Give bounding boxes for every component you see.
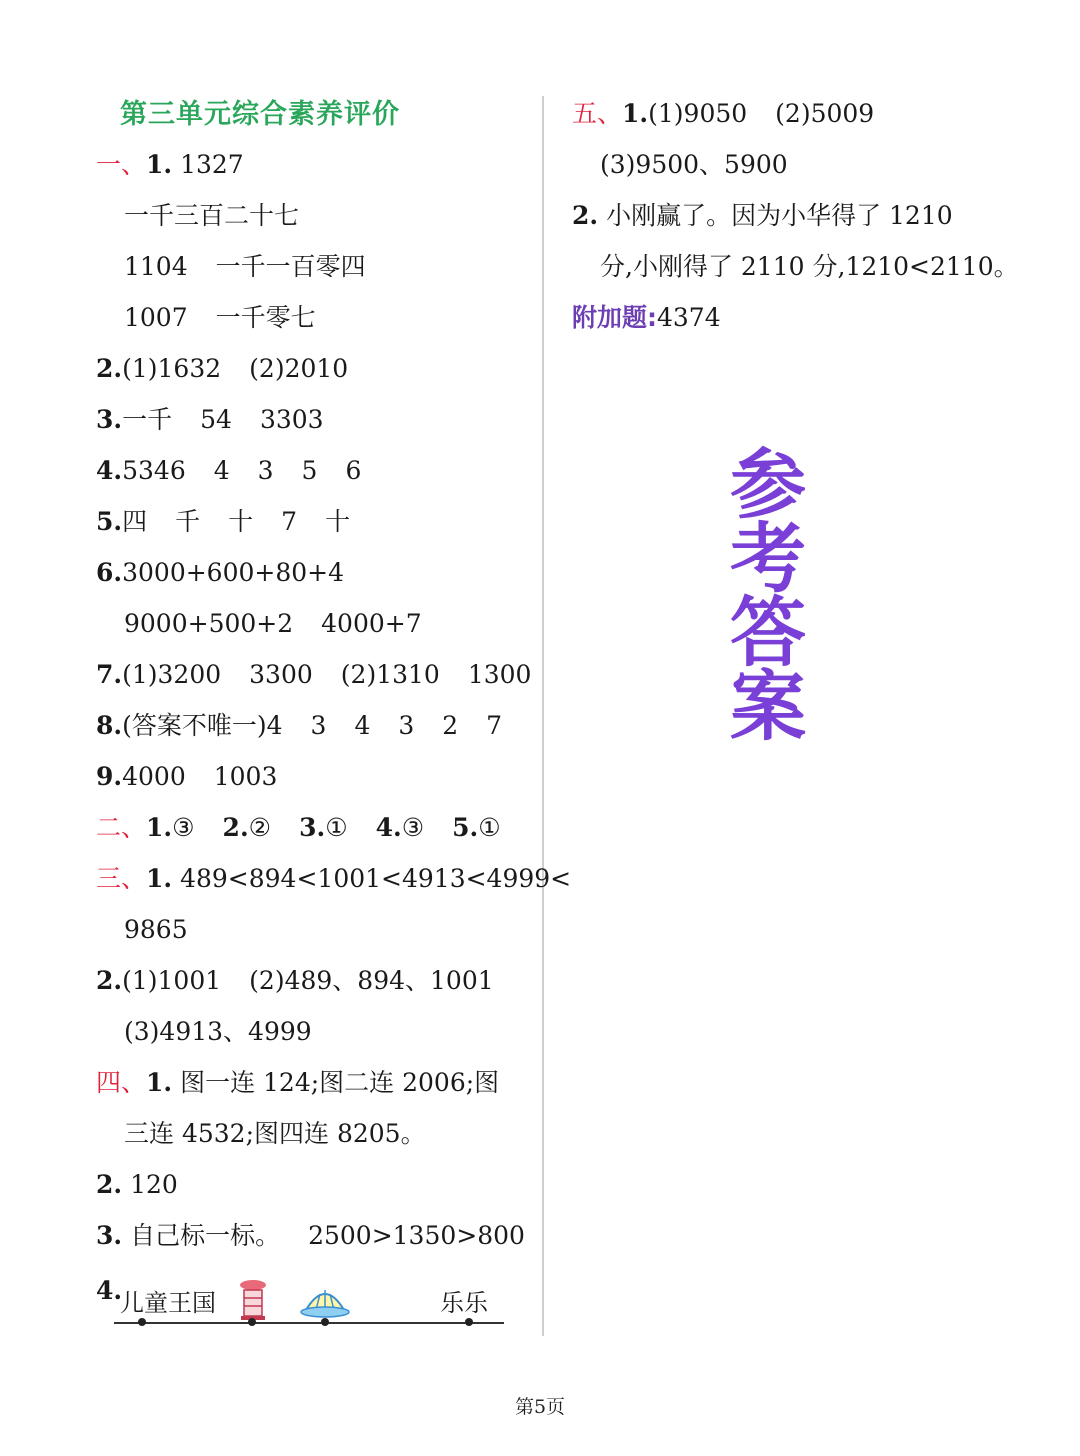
section-1-q9: [96, 760, 277, 794]
answer-text: ①: [478, 813, 501, 842]
section-2: [96, 811, 501, 845]
q-number: 4.: [96, 456, 123, 485]
answer-text: ②: [248, 813, 272, 842]
answer-text: 千: [175, 507, 201, 536]
lele-label: 乐乐: [440, 1289, 488, 1317]
answer-text: 图一连 124;图二连 2006;图: [180, 1068, 500, 1097]
section-2-label: 二、: [96, 813, 147, 842]
answer-text: 4: [354, 711, 371, 740]
section-5-q2-line2: [600, 250, 1019, 284]
bonus-answer: 4374: [657, 303, 721, 332]
answer-text: 十: [325, 507, 351, 536]
q-number: 2.: [96, 354, 123, 383]
answer-text: 9865: [124, 915, 188, 944]
answer-text: (1)9050: [648, 99, 748, 128]
section-4-q3: [96, 1219, 525, 1253]
q-number: 1.: [146, 150, 173, 179]
section-1-q8: [96, 709, 502, 743]
answer-text: (1)3200: [122, 660, 222, 689]
children-kingdom-label: 儿童王国: [120, 1289, 216, 1317]
answer-text: ③: [172, 813, 195, 842]
section-1-q7: [96, 658, 531, 692]
answer-text: (2)2010: [249, 354, 349, 383]
section-4-q1: [96, 1066, 499, 1100]
q-number: 4.: [375, 813, 402, 842]
q-number: 3.: [96, 405, 123, 434]
q-number: 3.: [299, 813, 326, 842]
answer-text: 十: [228, 507, 254, 536]
q-number: 5.: [452, 813, 479, 842]
answer-key-stamp: [718, 440, 818, 751]
answer-text: 489<894<1001<4913<4999<: [180, 864, 572, 893]
q-number: 4.: [96, 1276, 123, 1305]
answer-text: 分,小刚得了 2110 分,1210<2110。: [600, 252, 1019, 281]
section-1-q1: [96, 148, 244, 182]
section-3-label: 三、: [96, 864, 147, 893]
q-number: 2.: [96, 1170, 123, 1199]
section-1-q1-line3: [124, 250, 366, 284]
answer-text: 三连 4532;图四连 8205。: [124, 1119, 426, 1148]
answer-text: 一千: [122, 405, 173, 434]
answer-text: 小刚赢了。因为小华得了 1210: [606, 201, 953, 230]
column-divider: [542, 96, 544, 1336]
answer-text: (3)4913、4999: [124, 1017, 312, 1046]
answer-text: 3: [398, 711, 415, 740]
section-3-q1-line2: [124, 913, 188, 947]
answer-text: 5346: [122, 456, 186, 485]
section-4-q4: [96, 1274, 122, 1308]
fountain-icon: [298, 1282, 352, 1318]
bonus-label: 附加题:: [572, 303, 657, 332]
answer-text: 4: [213, 456, 230, 485]
answer-text: (3)9500、5900: [600, 150, 788, 179]
section-3-q2: [96, 964, 494, 998]
answer-text: 3000+600+80+4: [122, 558, 345, 587]
answer-text: 120: [130, 1170, 178, 1199]
answer-text: 3: [310, 711, 327, 740]
answer-text: 1327: [180, 150, 244, 179]
number-line-point: [248, 1318, 256, 1326]
q-number: 7.: [96, 660, 123, 689]
page-title: 第三单元综合素养评价: [120, 99, 400, 130]
answer-text: 7: [486, 711, 503, 740]
answer-text: 四: [122, 507, 148, 536]
section-5-q1-line2: [600, 148, 788, 182]
answer-text: 3: [257, 456, 274, 485]
answer-text: 9000+500+2: [124, 609, 294, 638]
answer-text: 6: [345, 456, 362, 485]
answer-text: 自己标一标。: [130, 1221, 281, 1250]
section-1-q2: [96, 352, 348, 386]
answer-text: ③: [401, 813, 425, 842]
answer-text: 1003: [213, 762, 278, 791]
section-4-q1-line2: [124, 1117, 426, 1151]
answer-text: 5: [301, 456, 318, 485]
section-5-q1: [572, 97, 874, 131]
section-3-q2-line2: [124, 1015, 312, 1049]
q-number: 1.: [146, 1068, 173, 1097]
stamp-char: 考: [730, 514, 806, 603]
tower-icon: [236, 1278, 270, 1322]
answer-text: 1300: [467, 660, 532, 689]
number-line-point: [465, 1318, 473, 1326]
answer-text: (2)489、894、1001: [249, 966, 494, 995]
section-5-q2: [572, 199, 953, 233]
answer-text: 一千零七: [215, 303, 316, 332]
stamp-char: 参: [730, 440, 806, 529]
stamp-char: 答: [730, 588, 806, 677]
q-number: 1.: [146, 864, 173, 893]
section-1-q1-line2: [124, 199, 299, 233]
q-number: 2.: [96, 966, 123, 995]
section-1-q5: [96, 505, 350, 539]
answer-text: 一千三百二十七: [124, 201, 300, 230]
section-1-q6: [96, 556, 344, 590]
answer-text: 1007: [124, 303, 188, 332]
answer-text: (2)5009: [775, 99, 875, 128]
section-3-q1: [96, 862, 571, 896]
section-1-q3: [96, 403, 324, 437]
q-number: 8.: [96, 711, 123, 740]
answer-text: 3303: [259, 405, 324, 434]
answer-text: 一千一百零四: [215, 252, 366, 281]
q-number: 2.: [222, 813, 249, 842]
answer-text: (1)1001: [122, 966, 222, 995]
answer-text: ①: [325, 813, 348, 842]
number-line-point: [321, 1318, 329, 1326]
q-number: 6.: [96, 558, 123, 587]
q-number: 2.: [572, 201, 599, 230]
answer-text: 4000: [122, 762, 186, 791]
number-line: [114, 1322, 504, 1324]
answer-text: 3300: [249, 660, 313, 689]
answer-text: 2: [442, 711, 459, 740]
section-1-label: 一、: [96, 150, 147, 179]
section-4-q2: [96, 1168, 178, 1202]
page-number: 第5页: [514, 1396, 566, 1418]
section-4-label: 四、: [96, 1068, 147, 1097]
answer-text: (1)1632: [122, 354, 222, 383]
q-number: 5.: [96, 507, 123, 536]
q-number: 1.: [146, 813, 173, 842]
bonus-question: [572, 301, 721, 335]
answer-text: 7: [281, 507, 298, 536]
q-number: 3.: [96, 1221, 123, 1250]
stamp-char: 案: [730, 662, 806, 751]
section-1-q1-line4: [124, 301, 316, 335]
answer-text: (答案不唯一)4: [122, 711, 283, 740]
section-5-label: 五、: [572, 99, 623, 128]
q-number: 9.: [96, 762, 123, 791]
section-1-q6-line2: [124, 607, 422, 641]
number-line-point: [138, 1318, 146, 1326]
answer-text: 54: [200, 405, 232, 434]
section-1-q4: [96, 454, 361, 488]
q-number: 1.: [622, 99, 649, 128]
answer-text: 2500>1350>800: [308, 1221, 525, 1250]
answer-text: 1104: [124, 252, 188, 281]
answer-text: 4000+7: [321, 609, 422, 638]
answer-text: (2)1310: [340, 660, 440, 689]
